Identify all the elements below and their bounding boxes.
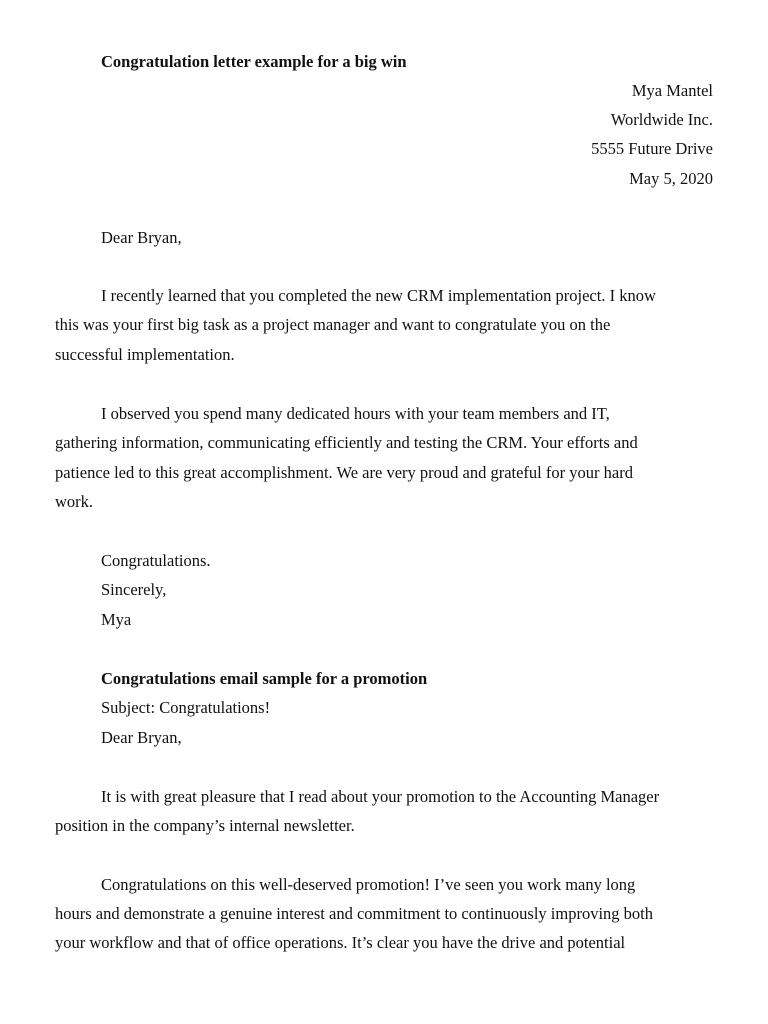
email-greeting: Dear Bryan, (101, 728, 182, 747)
email-paragraph1-line: position in the company’s internal newsletter. (55, 816, 355, 835)
letter-closing-sincerely: Sincerely, (101, 580, 167, 599)
email-paragraph2-line: your workflow and that of office operations. It’s clear you have the drive and potential (55, 933, 626, 952)
letter-paragraph2-line: patience led to this great accomplishment. We are very proud and grateful for your hard (55, 463, 633, 482)
letter-paragraph2-line: work. (55, 492, 94, 511)
letter-paragraph1-line: I recently learned that you completed the new CRM implementation project. I know (101, 286, 656, 305)
letter-closing-congrats: Congratulations. (101, 551, 211, 570)
email-paragraph2-line: hours and demonstrate a genuine interest and commitment to continuously improving both (55, 904, 654, 923)
email-subject: Subject: Congratulations! (101, 698, 271, 717)
letter-paragraph2-line: gathering information, communicating efficiently and testing the CRM. Your efforts and (55, 433, 638, 452)
sender-company: Worldwide Inc. (610, 110, 713, 129)
letter-paragraph1-line: this was your first big task as a project manager and want to congratulate you on the (55, 315, 611, 334)
letter-signature: Mya (101, 610, 132, 629)
email-paragraph2-line: Congratulations on this well-deserved promotion! I’ve seen you work many long (101, 875, 636, 894)
email-paragraph1-line: It is with great pleasure that I read about your promotion to the Accounting Manager (101, 787, 660, 806)
letter-greeting: Dear Bryan, (101, 228, 182, 247)
letter-date: May 5, 2020 (629, 169, 713, 188)
sender-street: 5555 Future Drive (591, 139, 713, 158)
letter-paragraph2-line: I observed you spend many dedicated hours with your team members and IT, (101, 404, 610, 423)
sender-name: Mya Mantel (631, 81, 713, 100)
letter-paragraph1-line: successful implementation. (55, 345, 235, 364)
letter-title: Congratulation letter example for a big win (101, 52, 407, 71)
email-title: Congratulations email sample for a promotion (101, 669, 428, 688)
